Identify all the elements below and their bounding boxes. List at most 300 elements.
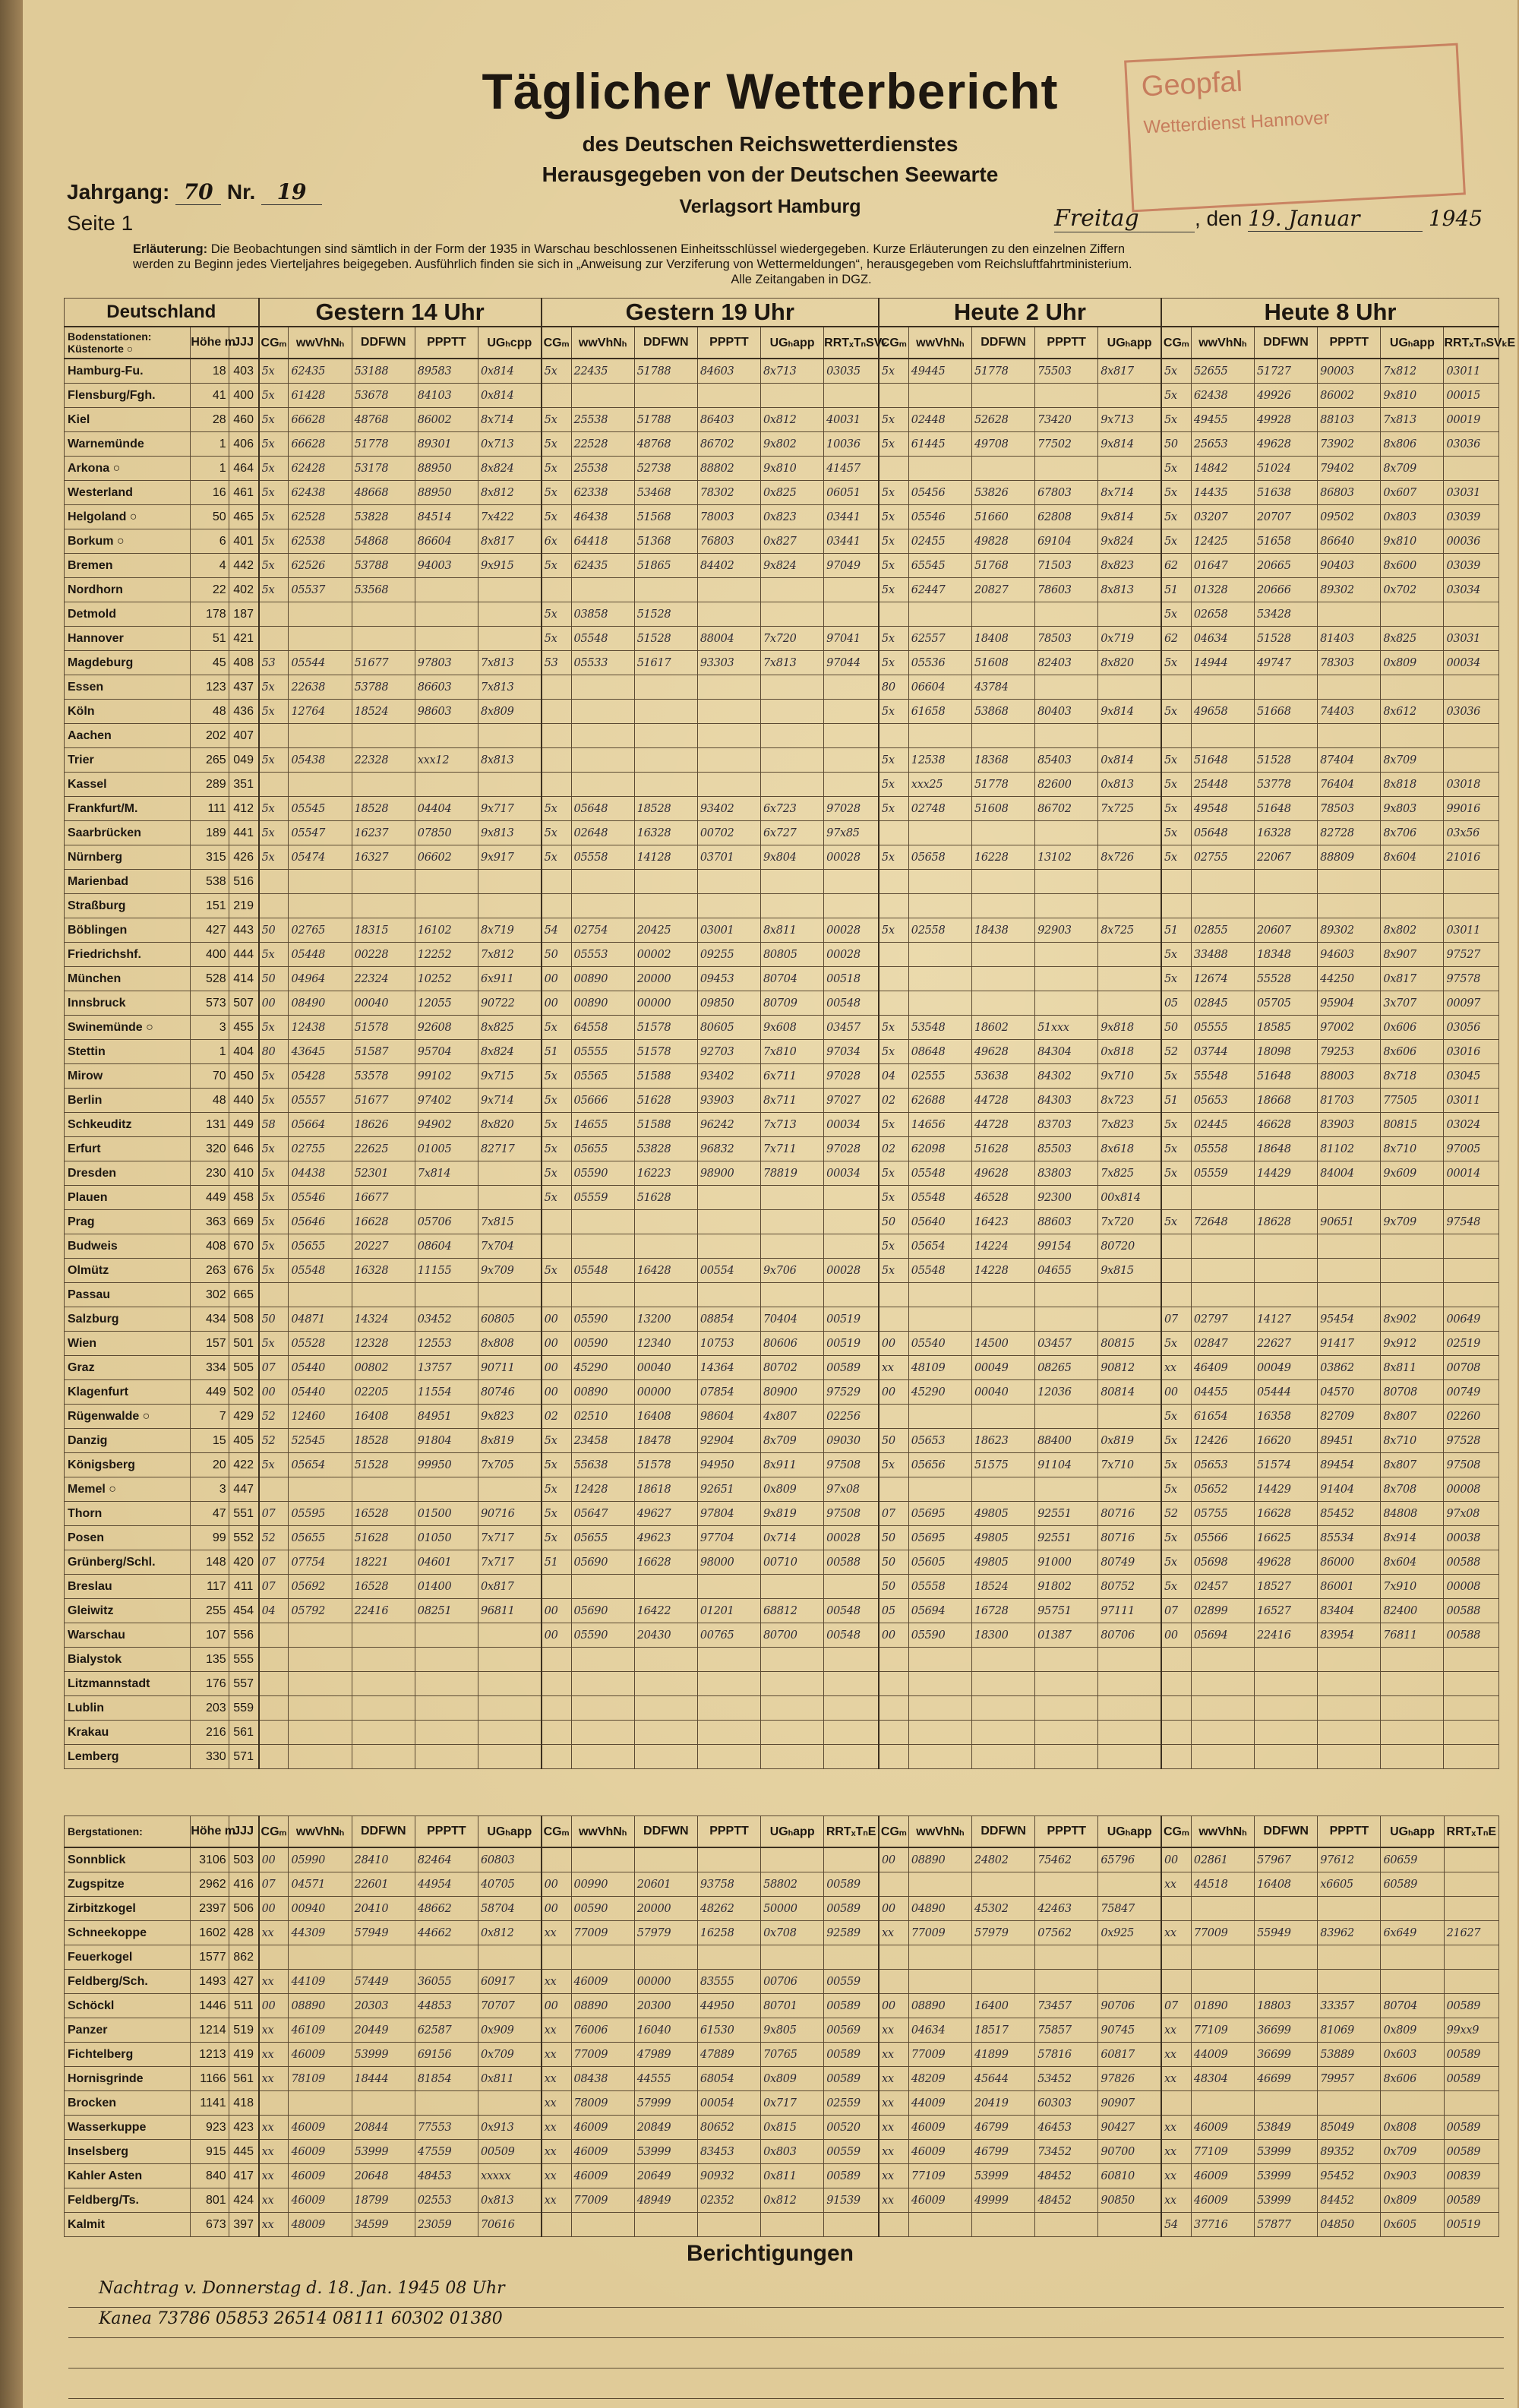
observation-cell: xx (259, 2067, 289, 2091)
observation-cell: 80815 (1381, 1113, 1444, 1137)
table-row (65, 432, 1499, 457)
observation-cell: 46628 (1255, 1113, 1318, 1137)
station-number: 460 (229, 408, 258, 432)
observation-cell: 02755 (289, 1137, 352, 1161)
observation-cell: 9x917 (478, 845, 541, 870)
station-number: 676 (229, 1259, 258, 1283)
observation-cell (1035, 870, 1098, 894)
observation-cell: 8x914 (1381, 1526, 1444, 1550)
station-number: 665 (229, 1283, 258, 1307)
observation-cell: 03045 (1444, 1064, 1499, 1089)
station-name: Warnemünde (65, 432, 191, 457)
observation-cell: 11155 (415, 1259, 478, 1283)
observation-cell: 00 (542, 1599, 571, 1623)
observation-cell (761, 724, 824, 748)
observation-cell (697, 2213, 760, 2237)
observation-cell: 8x713 (761, 359, 824, 384)
observation-cell: 5x (1161, 797, 1191, 821)
observation-cell (1035, 1405, 1098, 1429)
observation-cell: 8x708 (1381, 1477, 1444, 1502)
station-height: 840 (191, 2164, 229, 2188)
observation-cell: 7x812 (478, 943, 541, 967)
observation-cell: 03018 (1444, 773, 1499, 797)
observation-cell: 69104 (1035, 529, 1098, 554)
observation-cell: 00 (1161, 1380, 1191, 1405)
observation-cell: 99154 (1035, 1234, 1098, 1259)
observation-cell (761, 602, 824, 627)
observation-cell (571, 1745, 634, 1769)
observation-cell: 5x (1161, 1429, 1191, 1453)
observation-cell (415, 1672, 478, 1696)
observation-cell: 62 (1161, 554, 1191, 578)
observation-cell: 5x (542, 602, 571, 627)
observation-cell: 80900 (761, 1380, 824, 1405)
observation-cell: 00588 (824, 1550, 879, 1575)
observation-cell: 7x705 (478, 1453, 541, 1477)
observation-cell (1191, 1970, 1254, 1994)
group-column-header: UGₕapp (1098, 1816, 1161, 1848)
observation-cell: 00 (542, 1356, 571, 1380)
observation-cell: 20430 (634, 1623, 697, 1648)
observation-cell: 5x (542, 1477, 571, 1502)
observation-cell: 22324 (352, 967, 415, 991)
observation-cell (259, 1945, 289, 1970)
observation-cell: 96242 (697, 1113, 760, 1137)
observation-cell: 92551 (1035, 1526, 1098, 1550)
observation-cell: 07 (259, 1872, 289, 1897)
observation-cell (478, 1648, 541, 1672)
observation-cell: 51865 (634, 554, 697, 578)
observation-cell: 5x (259, 481, 289, 505)
observation-cell: 12553 (415, 1332, 478, 1356)
observation-cell (1255, 724, 1318, 748)
station-name: Magdeburg (65, 651, 191, 675)
observation-cell: 8x600 (1381, 554, 1444, 578)
observation-cell: 18668 (1255, 1089, 1318, 1113)
observation-cell: 57979 (634, 1921, 697, 1945)
observation-cell: 48452 (1035, 2188, 1098, 2213)
table-row (65, 1945, 1499, 1970)
observation-cell (824, 1721, 879, 1745)
observation-cell: 50 (1161, 1016, 1191, 1040)
observation-cell: 49926 (1255, 384, 1318, 408)
observation-cell: 5x (879, 505, 908, 529)
height-column-header: Höhe m (191, 327, 229, 359)
observation-cell: 5x (879, 1161, 908, 1186)
observation-cell (478, 1186, 541, 1210)
observation-cell (1444, 1672, 1499, 1696)
observation-cell: 23458 (571, 1429, 634, 1453)
observation-cell: 45644 (972, 2067, 1035, 2091)
station-name: Breslau (65, 1575, 191, 1599)
observation-cell (1098, 1970, 1161, 1994)
observation-cell: 18527 (1255, 1575, 1318, 1599)
observation-cell: 07 (259, 1550, 289, 1575)
observation-cell: 0x909 (478, 2018, 541, 2043)
observation-cell (1161, 1283, 1191, 1307)
observation-cell: 90812 (1098, 1356, 1161, 1380)
observation-cell (1035, 2213, 1098, 2237)
observation-cell: 52 (259, 1429, 289, 1453)
observation-cell: 16628 (634, 1550, 697, 1575)
observation-cell: 01890 (1191, 1994, 1254, 2018)
observation-cell: 5x (542, 1453, 571, 1477)
observation-cell: 60659 (1381, 1847, 1444, 1872)
observation-cell: 8x807 (1381, 1405, 1444, 1429)
observation-cell: 46453 (1035, 2116, 1098, 2140)
table-row (65, 870, 1499, 894)
observation-cell: 02352 (697, 2188, 760, 2213)
observation-cell: 68812 (761, 1599, 824, 1623)
observation-cell: 25653 (1191, 432, 1254, 457)
station-number: 455 (229, 1016, 258, 1040)
observation-cell (478, 602, 541, 627)
observation-cell (1318, 602, 1381, 627)
observation-cell: 51648 (1255, 797, 1318, 821)
observation-cell: 5x (879, 1016, 908, 1040)
observation-cell (879, 384, 908, 408)
observation-cell (542, 1721, 571, 1745)
observation-cell: 20849 (634, 2116, 697, 2140)
observation-cell: 5x (1161, 1405, 1191, 1429)
observation-cell: 00590 (571, 1897, 634, 1921)
station-number: 519 (229, 2018, 258, 2043)
observation-cell: 8x818 (1381, 773, 1444, 797)
observation-cell (971, 1477, 1034, 1502)
observation-cell: 9x709 (1381, 1210, 1444, 1234)
observation-cell: 53452 (1035, 2067, 1098, 2091)
observation-cell (697, 700, 760, 724)
observation-cell: 05666 (571, 1089, 634, 1113)
group-column-header: PPPTT (697, 327, 760, 359)
station-number: 557 (229, 1672, 258, 1696)
observation-cell (824, 1672, 879, 1696)
observation-cell (971, 1307, 1034, 1332)
observation-cell: 52 (1161, 1502, 1191, 1526)
station-number: 412 (229, 797, 258, 821)
observation-cell: 90850 (1098, 2188, 1161, 2213)
observation-cell: 00559 (824, 1970, 879, 1994)
observation-cell (1318, 870, 1381, 894)
observation-cell (971, 821, 1034, 845)
station-height: 148 (191, 1550, 229, 1575)
observation-cell: 0x817 (1381, 967, 1444, 991)
region-label: Deutschland (65, 299, 259, 327)
observation-cell (1255, 1259, 1318, 1283)
observation-cell: 12438 (289, 1016, 352, 1040)
observation-cell: 05 (879, 1599, 908, 1623)
year: 1945 (1428, 206, 1483, 231)
observation-cell: 8x710 (1381, 1429, 1444, 1453)
observation-cell (908, 1970, 971, 1994)
station-name: Bremen (65, 554, 191, 578)
observation-cell: 0x825 (761, 481, 824, 505)
observation-cell (1255, 1970, 1318, 1994)
observation-cell: 02553 (415, 2188, 478, 2213)
station-height: 302 (191, 1283, 229, 1307)
observation-cell: 00708 (1444, 1356, 1499, 1380)
observation-cell: 00518 (824, 967, 879, 991)
observation-cell: 0x913 (478, 2116, 541, 2140)
observation-cell: 05755 (1191, 1502, 1254, 1526)
observation-cell: 93303 (697, 651, 760, 675)
observation-cell (259, 627, 289, 651)
observation-cell (289, 1623, 352, 1648)
observation-cell: 77109 (1191, 2018, 1254, 2043)
observation-cell: 00589 (824, 1872, 879, 1897)
observation-cell: 46009 (1191, 2116, 1254, 2140)
observation-cell: 02861 (1191, 1847, 1254, 1872)
observation-cell (971, 1672, 1034, 1696)
station-height: 99 (191, 1526, 229, 1550)
observation-cell: 05640 (908, 1210, 971, 1234)
observation-cell: 58 (259, 1113, 289, 1137)
observation-cell: 8x606 (1381, 1040, 1444, 1064)
observation-cell: 80716 (1098, 1502, 1161, 1526)
observation-cell: 9x915 (478, 554, 541, 578)
observation-cell (352, 602, 415, 627)
observation-cell: 8x606 (1381, 2067, 1444, 2091)
observation-cell: 80652 (697, 2116, 760, 2140)
observation-cell: 51528 (634, 602, 697, 627)
observation-cell (571, 1672, 634, 1696)
observation-cell: 00554 (697, 1259, 760, 1283)
observation-cell: 8x820 (478, 1113, 541, 1137)
observation-cell: 00940 (289, 1897, 352, 1921)
station-number: 646 (229, 1137, 258, 1161)
station-height: 1493 (191, 1970, 229, 1994)
observation-cell: 05694 (1191, 1623, 1254, 1648)
station-height: 50 (191, 505, 229, 529)
observation-cell: 78503 (1035, 627, 1098, 651)
observation-cell: 62528 (289, 505, 352, 529)
observation-cell: 57999 (634, 2091, 697, 2116)
observation-cell: 07 (259, 1575, 289, 1599)
observation-cell: 00589 (824, 2067, 879, 2091)
table-row (65, 408, 1499, 432)
observation-cell (908, 894, 971, 918)
observation-cell (634, 724, 697, 748)
group-column-header: DDFWN (972, 1816, 1035, 1848)
observation-cell: 55638 (571, 1453, 634, 1477)
observation-cell: 14500 (971, 1332, 1034, 1356)
subtitle-1: des Deutschen Reichswetterdienstes (582, 132, 958, 156)
observation-cell: 90932 (697, 2164, 760, 2188)
observation-cell: 07 (1161, 1599, 1191, 1623)
observation-cell: 92903 (1035, 918, 1098, 943)
observation-cell (259, 1283, 289, 1307)
observation-cell (289, 1745, 352, 1769)
observation-cell: 07 (259, 1356, 289, 1380)
observation-cell: 02648 (571, 821, 634, 845)
observation-cell: 5x (542, 821, 571, 845)
observation-cell (352, 1648, 415, 1672)
observation-cell: 02755 (1191, 845, 1254, 870)
observation-cell: 05557 (289, 1089, 352, 1113)
observation-cell: 5x (542, 481, 571, 505)
observation-cell: 09255 (697, 943, 760, 967)
station-height: 1213 (191, 2043, 229, 2067)
station-number: 552 (229, 1526, 258, 1550)
station-name: Nordhorn (65, 578, 191, 602)
station-height: 263 (191, 1259, 229, 1283)
observation-cell: 5x (1161, 1453, 1191, 1477)
table-row (65, 1040, 1499, 1064)
observation-cell: 8x718 (1381, 1064, 1444, 1089)
observation-cell (1161, 1672, 1191, 1696)
observation-cell: 5x (542, 1186, 571, 1210)
station-number: 571 (229, 1745, 258, 1769)
observation-cell (1035, 1945, 1098, 1970)
observation-cell: 00228 (352, 943, 415, 967)
station-number: 424 (229, 2188, 258, 2213)
observation-cell: 97028 (824, 1137, 879, 1161)
observation-cell (697, 384, 760, 408)
observation-cell: 97529 (824, 1380, 879, 1405)
observation-cell: 57877 (1255, 2213, 1318, 2237)
observation-cell: 5x (1161, 359, 1191, 384)
observation-cell (1381, 2091, 1444, 2116)
observation-cell: 24802 (972, 1847, 1035, 1872)
observation-cell: 49628 (971, 1161, 1034, 1186)
observation-cell: 05559 (1191, 1161, 1254, 1186)
observation-cell: 03207 (1191, 505, 1254, 529)
observation-cell: 06604 (908, 675, 971, 700)
observation-cell: 8x709 (761, 1429, 824, 1453)
observation-cell (259, 1721, 289, 1745)
observation-cell (1098, 821, 1161, 845)
station-number: 507 (229, 991, 258, 1016)
observation-cell: 00649 (1444, 1307, 1499, 1332)
observation-cell (879, 870, 908, 894)
observation-cell: xx (879, 2140, 908, 2164)
observation-cell: 7x713 (761, 1113, 824, 1137)
station-number: 516 (229, 870, 258, 894)
observation-cell: 03744 (1191, 1040, 1254, 1064)
group-column-header: PPPTT (1035, 327, 1098, 359)
observation-cell: 00765 (697, 1623, 760, 1648)
observation-cell: 83962 (1318, 1921, 1381, 1945)
observation-cell (761, 1575, 824, 1599)
correction-line-1: Nachtrag v. Donnerstag d. 18. Jan. 1945 08 Uhr (68, 2279, 1504, 2308)
station-name: Helgoland ○ (65, 505, 191, 529)
observation-cell: 03036 (1444, 700, 1499, 724)
observation-cell: 03056 (1444, 1016, 1499, 1040)
observation-cell: 46528 (971, 1186, 1034, 1210)
observation-cell: 00 (259, 1994, 289, 2018)
observation-cell: 18585 (1255, 1016, 1318, 1040)
observation-cell: 97804 (697, 1502, 760, 1526)
observation-cell: 5x (879, 481, 908, 505)
observation-cell: 36699 (1255, 2043, 1318, 2067)
station-number: 670 (229, 1234, 258, 1259)
station-column-header: Bergstationen: (65, 1816, 191, 1848)
station-name: Mirow (65, 1064, 191, 1089)
observation-cell (1098, 384, 1161, 408)
observation-cell: 97508 (824, 1502, 879, 1526)
station-height: 18 (191, 359, 229, 384)
observation-cell: 05537 (289, 578, 352, 602)
column-header-row (65, 327, 1499, 359)
observation-cell: 46438 (571, 505, 634, 529)
observation-cell (542, 894, 571, 918)
observation-cell: 12055 (415, 991, 478, 1016)
observation-cell: 4x807 (761, 1405, 824, 1429)
observation-cell (761, 870, 824, 894)
station-number: 410 (229, 1161, 258, 1186)
observation-cell: 5x (1161, 1332, 1191, 1356)
observation-cell: 04850 (1318, 2213, 1381, 2237)
explanation-note (133, 242, 1470, 287)
observation-cell (1191, 1721, 1254, 1745)
observation-cell (824, 1283, 879, 1307)
observation-cell: 16258 (697, 1921, 760, 1945)
table-row (65, 700, 1499, 724)
observation-cell: 8x719 (478, 918, 541, 943)
observation-cell (289, 2091, 352, 2116)
observation-cell (908, 1648, 971, 1672)
observation-cell: 00890 (571, 967, 634, 991)
station-height: 363 (191, 1210, 229, 1234)
observation-cell: 41899 (972, 2043, 1035, 2067)
group-column-header: wwVhNₕ (289, 327, 352, 359)
observation-cell: 12036 (1035, 1380, 1098, 1405)
observation-cell: 00589 (824, 1994, 879, 2018)
observation-cell: 51677 (352, 651, 415, 675)
observation-cell: 05548 (571, 627, 634, 651)
observation-cell: 46009 (289, 2116, 352, 2140)
observation-cell (971, 991, 1034, 1016)
observation-cell (1444, 1648, 1499, 1672)
observation-cell: 91404 (1318, 1477, 1381, 1502)
observation-cell: 84304 (1035, 1040, 1098, 1064)
observation-cell: 5x (259, 943, 289, 967)
observation-cell (824, 1648, 879, 1672)
station-height: 255 (191, 1599, 229, 1623)
observation-cell: 16328 (352, 1259, 415, 1283)
observation-cell: 80752 (1098, 1575, 1161, 1599)
observation-cell: 14655 (571, 1113, 634, 1137)
observation-cell: 88103 (1318, 408, 1381, 432)
note-line-2: werden zu Beginn jedes Vierteljahres beigegeben. Ausführlich finden sie sich in „Anweisung zur Verziferung von Wettermeldungen“, herausgegeben vom Reichsluftfahrtministerium. (133, 258, 1132, 271)
observation-cell: 94003 (415, 554, 478, 578)
observation-cell: 16328 (1255, 821, 1318, 845)
group-title: Gestern 14 Uhr (259, 299, 542, 327)
observation-cell: 51778 (971, 773, 1034, 797)
observation-cell: 11554 (415, 1380, 478, 1405)
observation-cell: 18628 (1255, 1210, 1318, 1234)
table-row (65, 894, 1499, 918)
station-name: Brocken (65, 2091, 191, 2116)
observation-cell: 04871 (289, 1307, 352, 1332)
observation-cell: 20449 (352, 2018, 415, 2043)
observation-cell: 49658 (1191, 700, 1254, 724)
observation-cell: 51528 (634, 627, 697, 651)
observation-cell: 62447 (908, 578, 971, 602)
observation-cell (478, 1623, 541, 1648)
observation-cell: 89352 (1318, 2140, 1381, 2164)
observation-cell: 05553 (571, 943, 634, 967)
observation-cell (542, 1745, 571, 1769)
observation-cell: 51648 (1191, 748, 1254, 773)
observation-cell: 90907 (1098, 2091, 1161, 2116)
observation-cell (289, 773, 352, 797)
observation-cell (1381, 1696, 1444, 1721)
observation-cell: 51608 (971, 797, 1034, 821)
table-row (65, 1921, 1499, 1945)
observation-cell: 44109 (289, 1970, 352, 1994)
observation-cell (289, 1672, 352, 1696)
